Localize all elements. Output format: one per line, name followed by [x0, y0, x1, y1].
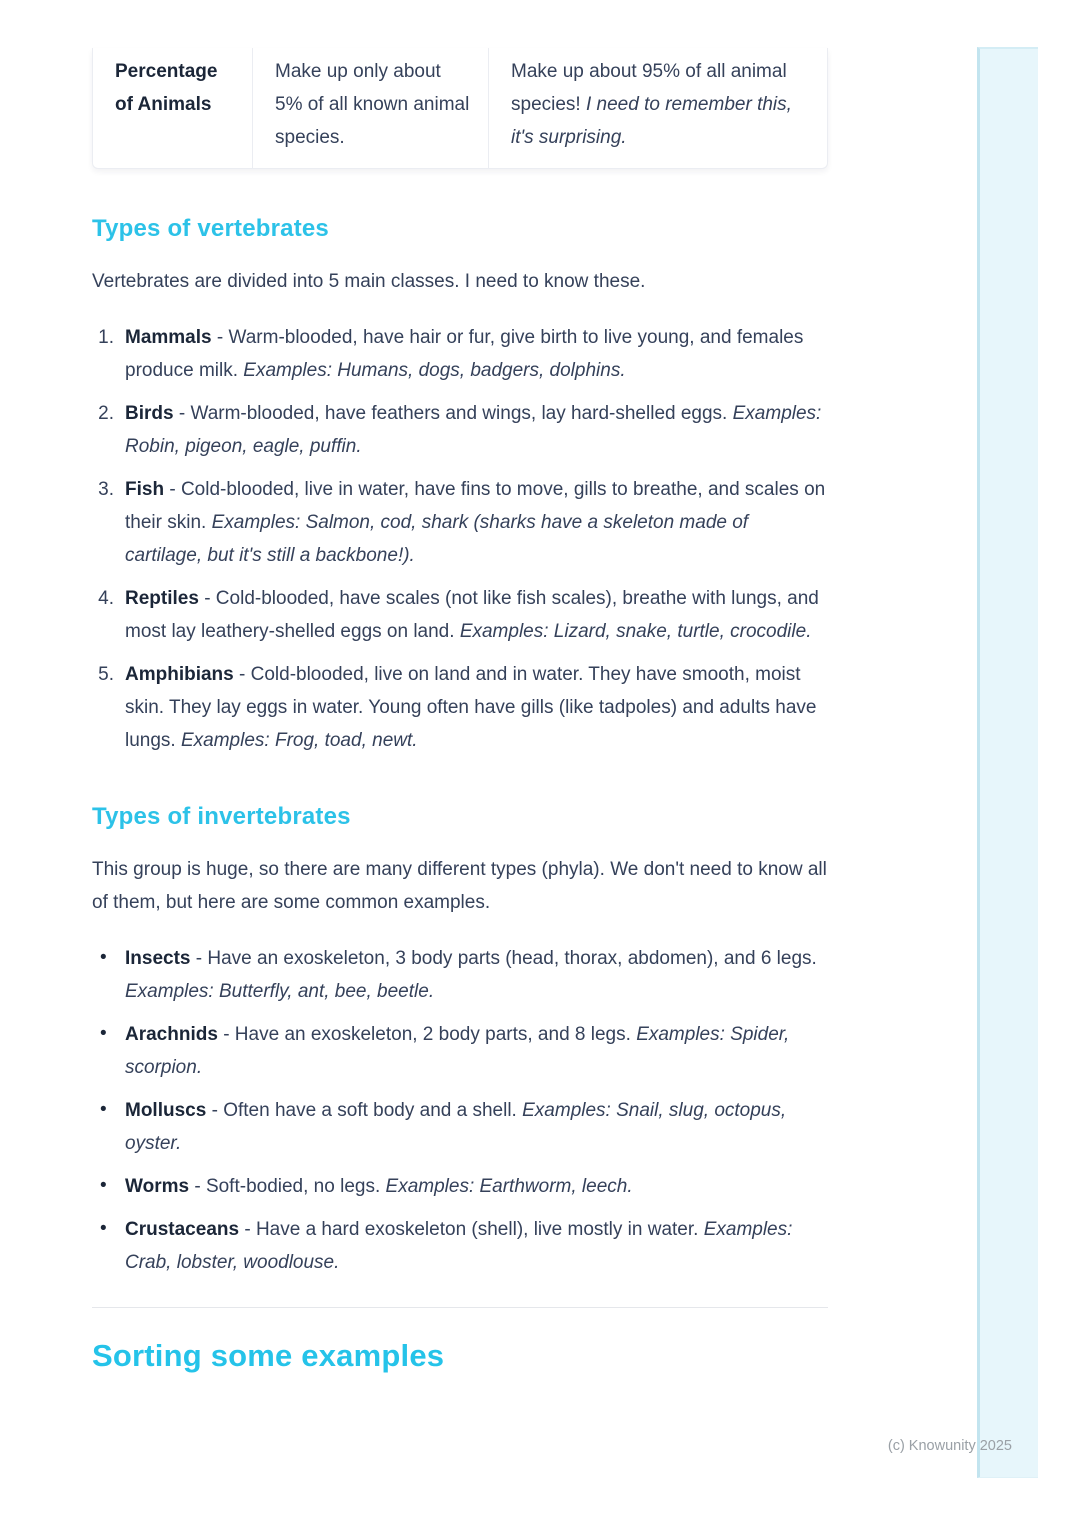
list-item-desc: - Cold-blooded, live on land and in water. They have smooth, moist skin. They lay eggs in water. Young often have gills (like tadpoles) and adults have lungs. — [125, 664, 817, 751]
list-item-desc: - Cold-blooded, live in water, have fins to move, gills to breathe, and scales on their skin. — [125, 479, 826, 533]
list-item-term: Worms — [125, 1176, 190, 1197]
list-item-examples: Examples: Crab, lobster, woodlouse. — [125, 1219, 793, 1273]
list-item-amphibians — [92, 658, 828, 757]
table-cell-invertebrates — [489, 48, 827, 168]
list-item-examples: Examples: Frog, toad, newt. — [180, 730, 418, 751]
list-number: 3. — [98, 479, 114, 500]
section-divider — [92, 1307, 828, 1308]
bullet-icon: • — [100, 1175, 107, 1196]
list-number: 2. — [98, 403, 114, 424]
list-item-reptiles — [92, 582, 828, 648]
invertebrates-intro: This group is huge, so there are many different types (phyla). We don't need to know all of them, but here are some common examples. — [92, 859, 827, 913]
list-item-insects — [92, 942, 828, 1008]
list-item-fish — [92, 473, 828, 572]
vertebrates-intro: Vertebrates are divided into 5 main classes. I need to know these. — [92, 271, 646, 292]
list-item-term: Arachnids — [125, 1024, 218, 1045]
vertebrates-list — [92, 321, 828, 757]
document-content-column — [92, 0, 828, 1374]
bullet-icon: • — [100, 1218, 107, 1239]
list-item-term: Insects — [125, 948, 191, 969]
list-item-mammals — [92, 321, 828, 387]
list-item-examples: Examples: Spider, scorpion. — [125, 1024, 790, 1078]
list-item-arachnids — [92, 1018, 828, 1084]
list-item-examples: Examples: Robin, pigeon, eagle, puffin. — [125, 403, 822, 457]
list-number: 1. — [98, 327, 114, 348]
list-item-term: Molluscs — [125, 1100, 207, 1121]
invertebrates-heading: Types of invertebrates — [92, 803, 351, 830]
table-cell-vertebrates-text: Make up only about 5% of all known animal species. — [275, 61, 470, 148]
list-item-desc: - Have an exoskeleton, 3 body parts (head, thorax, abdomen), and 6 legs. — [190, 948, 817, 969]
sorting-heading: Sorting some examples — [92, 1338, 445, 1373]
list-item-crustaceans — [92, 1213, 828, 1279]
copyright-watermark: (c) Knowunity 2025 — [887, 1438, 1012, 1454]
list-item-examples: Examples: Earthworm, leech. — [385, 1176, 633, 1197]
table-cell-invertebrates-note: I need to remember this, it's surprising. — [511, 94, 792, 148]
list-item-examples: Examples: Humans, dogs, badgers, dolphins. — [243, 360, 626, 381]
list-item-term: Birds — [125, 403, 174, 424]
table-cell-vertebrates — [253, 48, 489, 168]
bullet-icon: • — [100, 1099, 107, 1120]
list-item-desc: - Warm-blooded, have feathers and wings, lay hard-shelled eggs. — [173, 403, 733, 424]
list-number: 5. — [98, 664, 114, 685]
list-item-desc: - Have a hard exoskeleton (shell), live mostly in water. — [239, 1219, 704, 1240]
list-item-examples: Examples: Salmon, cod, shark (sharks have a skeleton made of cartilage, but it's still a backbone!). — [125, 512, 749, 566]
list-item-desc: - Often have a soft body and a shell. — [206, 1100, 523, 1121]
list-item-birds — [92, 397, 828, 463]
bullet-icon: • — [100, 1023, 107, 1044]
list-item-examples: Examples: Butterfly, ant, bee, beetle. — [125, 981, 435, 1002]
list-item-worms — [92, 1170, 828, 1203]
list-item-desc: - Soft-bodied, no legs. — [189, 1176, 386, 1197]
list-item-desc: - Warm-blooded, have hair or fur, give birth to live young, and females produce milk. — [125, 327, 804, 381]
table-row-header — [93, 48, 253, 168]
list-item-desc: - Have an exoskeleton, 2 body parts, and 8 legs. — [217, 1024, 637, 1045]
list-item-term: Reptiles — [125, 588, 199, 609]
list-item-term: Crustaceans — [125, 1219, 240, 1240]
table-row-header-text: Percentage of Animals — [115, 61, 218, 115]
list-item-desc: - Cold-blooded, have scales (not like fish scales), breathe with lungs, and most lay leathery-shelled eggs on land. — [125, 588, 819, 642]
list-item-examples: Examples: Lizard, snake, turtle, crocodile. — [459, 621, 812, 642]
list-item-term: Fish — [125, 479, 165, 500]
list-item-molluscs — [92, 1094, 828, 1160]
page-edge-highlight-strip — [977, 47, 1038, 1478]
list-item-term: Mammals — [125, 327, 212, 348]
list-item-term: Amphibians — [125, 664, 234, 685]
table-cell-invertebrates-text: Make up about 95% of all animal species! — [511, 61, 787, 115]
vertebrates-heading: Types of vertebrates — [92, 215, 329, 242]
comparison-table — [92, 48, 828, 169]
list-item-examples: Examples: Snail, slug, octopus, oyster. — [125, 1100, 787, 1154]
list-number: 4. — [98, 588, 114, 609]
invertebrates-list — [92, 942, 828, 1279]
bullet-icon: • — [100, 947, 107, 968]
